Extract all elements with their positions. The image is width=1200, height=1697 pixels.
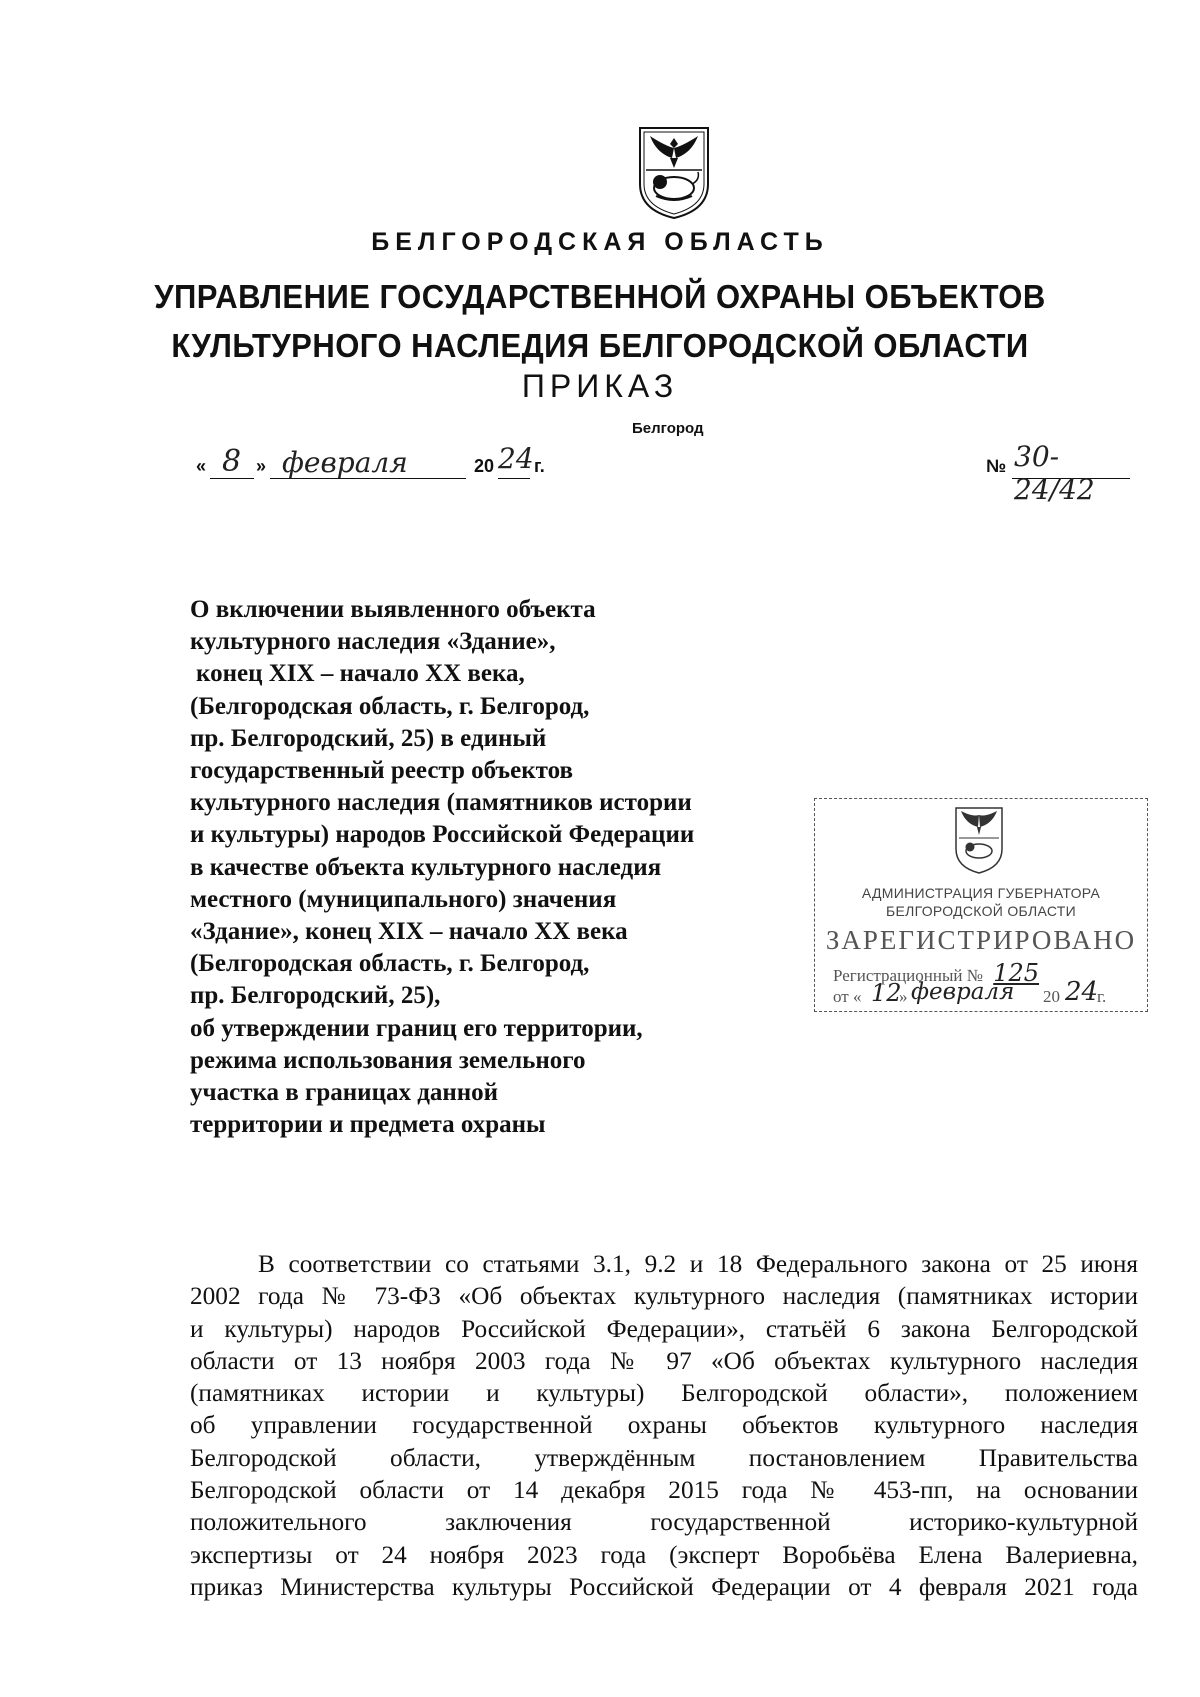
order-date (196, 442, 566, 486)
title-line: об утверждении границ его территории, (190, 1014, 643, 1042)
organization-name (36, 272, 1164, 370)
number-label: № (986, 456, 1007, 476)
title-line: культурного наследия (памятников истории (190, 789, 692, 817)
body-line: приказ Министерства культуры Российской Федерации от 4 февраля 2021 года (190, 1572, 1138, 1601)
number-value: 30-24/42 (1014, 440, 1095, 506)
title-line: (Белгородская область, г. Белгород, (190, 950, 590, 978)
date-month: февраля (282, 446, 408, 479)
stamp-reg-label: Регистрационный № (833, 966, 983, 985)
title-line: и культуры) народов Российской Федерации (190, 821, 695, 849)
title-line: участка в границах данной (190, 1079, 499, 1107)
title-line: конец XIX – начало XX века, (196, 660, 525, 688)
body-line: положительного заключения государственной историко-культурной (190, 1508, 1138, 1537)
stamp-line-region: БЕЛГОРОДСКОЙ ОБЛАСТИ (886, 903, 1076, 919)
date-year-prefix: 20 (474, 456, 495, 476)
stamp-close-quote: » (899, 987, 908, 1006)
stamp-year-mark: г. (1097, 987, 1107, 1006)
title-line: пр. Белгородский, 25), (190, 982, 441, 1010)
title-line: режима использования земельного (190, 1046, 586, 1074)
document-type: ПРИКАЗ (521, 368, 679, 404)
organization-line: УПРАВЛЕНИЕ ГОСУДАРСТВЕННОЙ ОХРАНЫ ОБЪЕКТОВ (154, 278, 1046, 315)
city-name: Белгород (632, 420, 704, 437)
title-line: культурного наследия «Здание», (190, 628, 556, 656)
body-line: области от 13 ноября 2003 года № 97 «Об объектах культурного наследия (190, 1346, 1138, 1375)
stamp-month: февраля (911, 979, 1015, 1005)
stamp-year: 24 (1065, 977, 1099, 1007)
date-open-quote: « (196, 456, 207, 476)
title-line: в качестве объекта культурного наследия (190, 853, 662, 881)
region-name: БЕЛГОРОДСКАЯ ОБЛАСТЬ (371, 228, 829, 256)
title-line: (Белгородская область, г. Белгород, (190, 692, 590, 720)
date-close-quote: » (256, 456, 267, 476)
stamp-year-prefix: 20 (1043, 987, 1060, 1006)
order-body-paragraph (190, 1248, 1138, 1603)
title-line: местного (муниципального) значения (190, 885, 617, 913)
stamp-registered: ЗАРЕГИСТРИРОВАНО (825, 925, 1137, 955)
body-line: Белгородской области от 14 декабря 2015 года № 453-пп, на основании (190, 1476, 1138, 1505)
stamp-from-label: от « (833, 987, 862, 1006)
order-title (190, 594, 790, 1141)
title-line: О включении выявленного объекта (190, 596, 596, 623)
title-line: «Здание», конец XIX – начало XX века (190, 918, 628, 946)
body-line: экспертизы от 24 ноября 2023 года (эксперт Воробьёва Елена Валериевна, (190, 1540, 1138, 1569)
date-day: 8 (222, 444, 242, 479)
title-line: пр. Белгородский, 25) в единый (190, 724, 547, 752)
stamp-line-administration: АДМИНИСТРАЦИЯ ГУБЕРНАТОРА (861, 885, 1101, 901)
stamp-reg-number: 125 (993, 959, 1040, 987)
body-line: об управлении государственной охраны объектов культурного наследия (190, 1411, 1138, 1440)
registration-stamp (814, 798, 1148, 1012)
stamp-date (833, 977, 1143, 1009)
body-line: 2002 года № 73-ФЗ «Об объектах культурного наследия (памятниках истории (190, 1282, 1138, 1311)
stamp-emblem-icon (953, 805, 1005, 877)
body-line: В соответствии со статьями 3.1, 9.2 и 18 Федерального закона от 25 июня (258, 1250, 1138, 1278)
order-number (986, 440, 1136, 506)
date-year-mark: г. (534, 456, 545, 476)
title-line: территории и предмета охраны (190, 1111, 546, 1139)
body-line: (памятниках истории и культуры) Белгородской области», положением (190, 1379, 1138, 1408)
body-line: Белгородской области, утверждённым постановлением Правительства (190, 1443, 1138, 1472)
title-line: государственный реестр объектов (190, 757, 573, 785)
date-year: 24 (498, 442, 534, 475)
body-line: и культуры) народов Российской Федерации», статьёй 6 закона Белгородской (190, 1314, 1138, 1343)
coat-of-arms-emblem (636, 124, 712, 222)
organization-line: КУЛЬТУРНОГО НАСЛЕДИЯ БЕЛГОРОДСКОЙ ОБЛАСТИ (171, 327, 1029, 364)
stamp-day: 12 (871, 979, 902, 1007)
